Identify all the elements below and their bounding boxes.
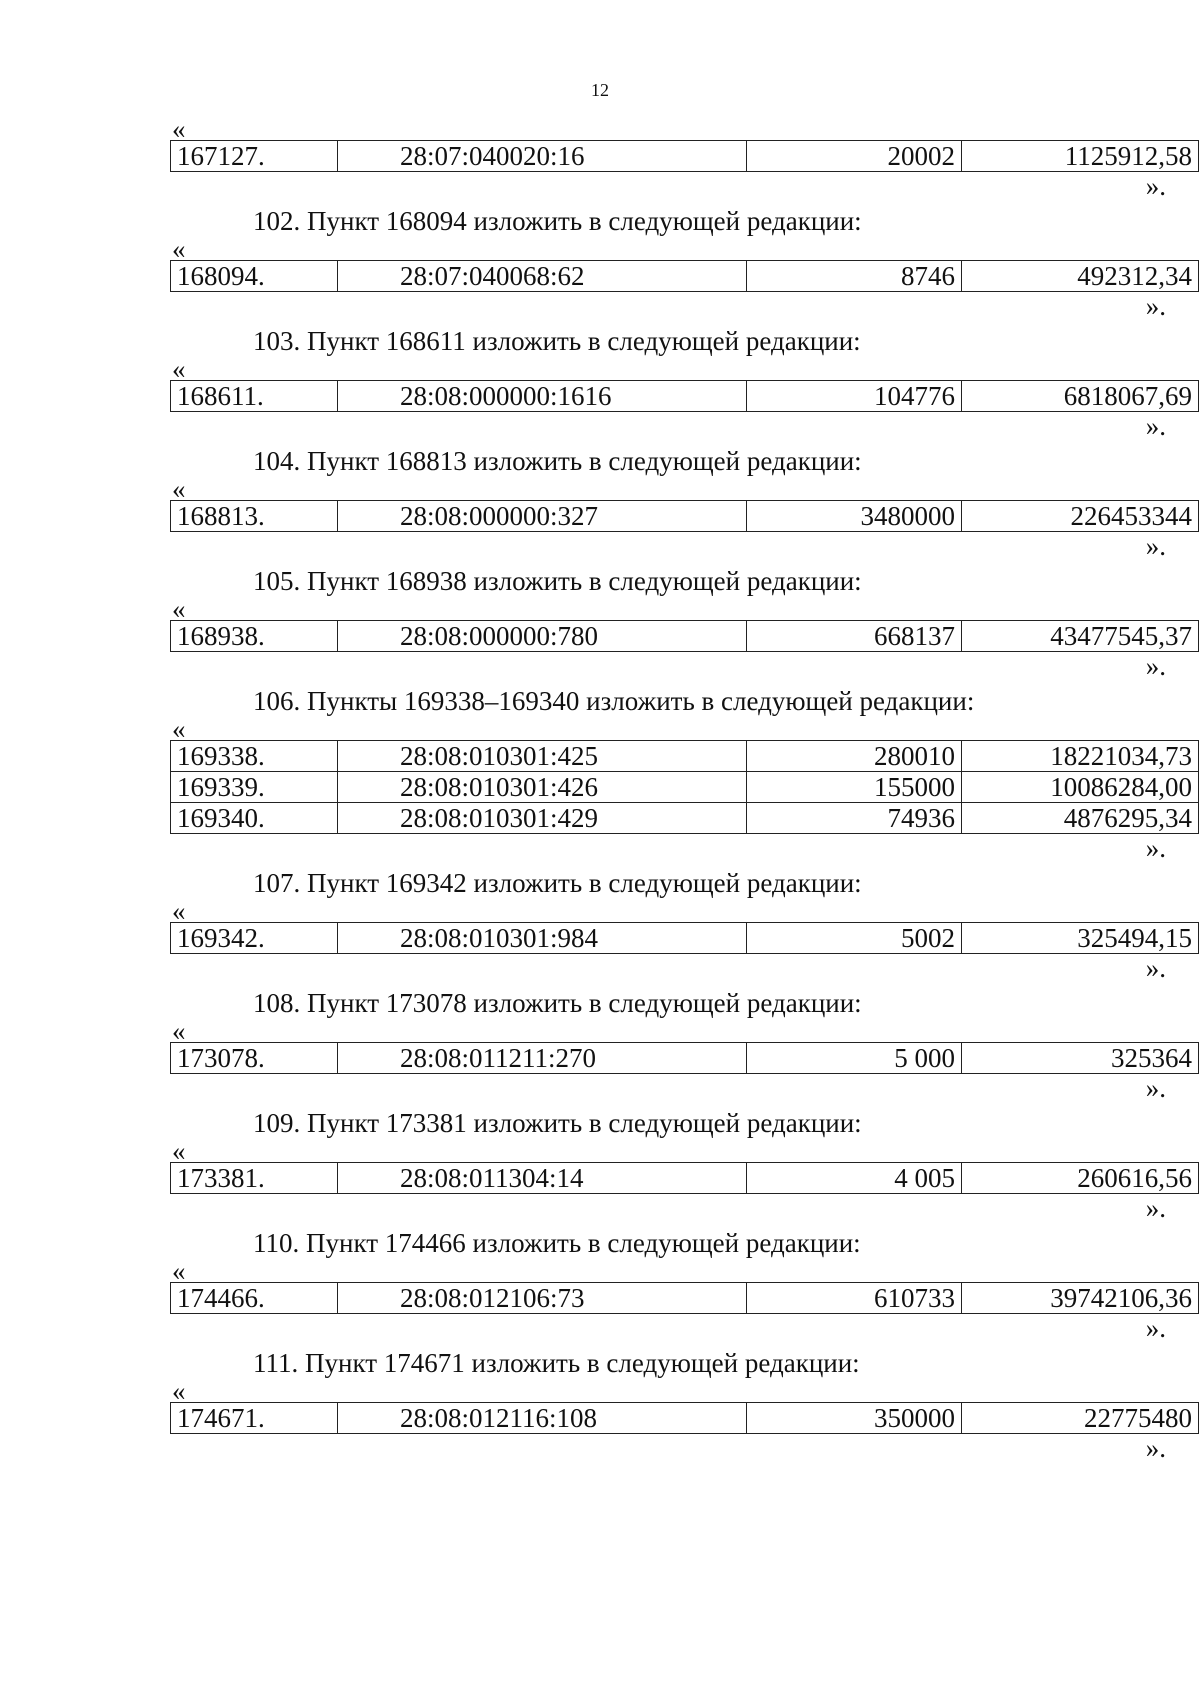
item-number-cell: 174466. [171,1283,338,1314]
cadastral-number-cell: 28:08:000000:780 [338,621,747,652]
amendment-section [170,986,1192,1103]
amendment-heading: 106. Пункты 169338–169340 изложить в следующей редакции: [253,686,975,716]
item-number-cell: 169340. [171,803,338,834]
opening-quote: « [172,594,186,624]
cadastral-value-cell: 1125912,58 [962,141,1199,172]
table-row [171,621,1199,652]
land-plot-table [170,260,1199,292]
amendment-heading: 111. Пункт 174671 изложить в следующей редакции: [253,1348,860,1378]
cadastral-value-cell: 492312,34 [962,261,1199,292]
opening-quote: « [172,1256,186,1286]
area-cell: 74936 [747,803,962,834]
closing-quote: ». [1145,833,1166,863]
area-cell: 155000 [747,772,962,803]
cadastral-number-cell: 28:08:000000:327 [338,501,747,532]
area-cell: 4 005 [747,1163,962,1194]
cadastral-value-cell: 325494,15 [962,923,1199,954]
closing-quote: ». [1145,411,1166,441]
amendment-section [170,324,1192,441]
amendment-section [170,204,1192,321]
amendment-heading: 102. Пункт 168094 изложить в следующей редакции: [253,206,862,236]
item-number-cell: 168938. [171,621,338,652]
item-number-cell: 169338. [171,741,338,772]
item-number-cell: 167127. [171,141,338,172]
cadastral-number-cell: 28:08:012116:108 [338,1403,747,1434]
table-row [171,741,1199,772]
cadastral-number-cell: 28:08:010301:984 [338,923,747,954]
cadastral-number-cell: 28:08:000000:1616 [338,381,747,412]
closing-quote: ». [1145,1313,1166,1343]
table-row [171,923,1199,954]
item-number-cell: 173078. [171,1043,338,1074]
amendment-section [170,1226,1192,1343]
cadastral-number-cell: 28:07:040068:62 [338,261,747,292]
table-row [171,141,1199,172]
opening-quote: « [172,1136,186,1166]
amendment-heading: 107. Пункт 169342 изложить в следующей редакции: [253,868,862,898]
opening-quote: « [172,354,186,384]
cadastral-value-cell: 22775480 [962,1403,1199,1434]
area-cell: 610733 [747,1283,962,1314]
cadastral-number-cell: 28:08:010301:425 [338,741,747,772]
land-plot-table [170,1402,1199,1434]
area-cell: 8746 [747,261,962,292]
table-row [171,1283,1199,1314]
land-plot-table [170,922,1199,954]
item-number-cell: 168813. [171,501,338,532]
closing-quote: ». [1145,651,1166,681]
table-row [171,772,1199,803]
item-number-cell: 169342. [171,923,338,954]
cadastral-value-cell: 43477545,37 [962,621,1199,652]
closing-quote: ». [1145,1433,1166,1463]
cadastral-value-cell: 6818067,69 [962,381,1199,412]
item-number-cell: 168094. [171,261,338,292]
land-plot-table [170,1162,1199,1194]
cadastral-value-cell: 10086284,00 [962,772,1199,803]
page-number: 12 [591,80,609,100]
item-number-cell: 168611. [171,381,338,412]
land-plot-table [170,1042,1199,1074]
cadastral-value-cell: 39742106,36 [962,1283,1199,1314]
land-plot-table [170,1282,1199,1314]
closing-quote: ». [1145,291,1166,321]
item-number-cell: 173381. [171,1163,338,1194]
amendment-section [170,684,1192,863]
table-row [171,1403,1199,1434]
cadastral-value-cell: 325364 [962,1043,1199,1074]
item-number-cell: 174671. [171,1403,338,1434]
opening-quote: « [172,114,186,144]
area-cell: 280010 [747,741,962,772]
item-number-cell: 169339. [171,772,338,803]
cadastral-number-cell: 28:08:011211:270 [338,1043,747,1074]
opening-quote: « [172,474,186,504]
land-plot-table [170,740,1199,834]
opening-quote: « [172,1376,186,1406]
cadastral-value-cell: 226453344 [962,501,1199,532]
land-plot-table [170,380,1199,412]
area-cell: 5 000 [747,1043,962,1074]
cadastral-value-cell: 18221034,73 [962,741,1199,772]
cadastral-value-cell: 260616,56 [962,1163,1199,1194]
area-cell: 3480000 [747,501,962,532]
cadastral-number-cell: 28:08:010301:426 [338,772,747,803]
area-cell: 350000 [747,1403,962,1434]
amendment-heading: 103. Пункт 168611 изложить в следующей редакции: [253,326,861,356]
amendment-heading: 109. Пункт 173381 изложить в следующей редакции: [253,1108,862,1138]
cadastral-value-cell: 4876295,34 [962,803,1199,834]
area-cell: 668137 [747,621,962,652]
amendment-heading: 104. Пункт 168813 изложить в следующей редакции: [253,446,862,476]
amendment-section [170,444,1192,561]
amendment-heading: 105. Пункт 168938 изложить в следующей редакции: [253,566,862,596]
amendment-section [170,114,1192,201]
closing-quote: ». [1145,1073,1166,1103]
amendment-heading: 108. Пункт 173078 изложить в следующей редакции: [253,988,862,1018]
closing-quote: ». [1145,1193,1166,1223]
opening-quote: « [172,234,186,264]
area-cell: 104776 [747,381,962,412]
land-plot-table [170,140,1199,172]
closing-quote: ». [1145,953,1166,983]
land-plot-table [170,500,1199,532]
opening-quote: « [172,896,186,926]
cadastral-number-cell: 28:07:040020:16 [338,141,747,172]
cadastral-number-cell: 28:08:012106:73 [338,1283,747,1314]
table-row [171,1163,1199,1194]
table-row [171,261,1199,292]
land-plot-table [170,620,1199,652]
amendment-section [170,564,1192,681]
table-row [171,501,1199,532]
table-row [171,1043,1199,1074]
amendment-section [170,866,1192,983]
document-body [0,114,1200,1463]
closing-quote: ». [1145,171,1166,201]
opening-quote: « [172,1016,186,1046]
opening-quote: « [172,714,186,744]
cadastral-number-cell: 28:08:010301:429 [338,803,747,834]
amendment-section [170,1346,1192,1463]
closing-quote: ». [1145,531,1166,561]
area-cell: 20002 [747,141,962,172]
area-cell: 5002 [747,923,962,954]
table-row [171,381,1199,412]
amendment-heading: 110. Пункт 174466 изложить в следующей редакции: [253,1228,861,1258]
amendment-section [170,1106,1192,1223]
table-row [171,803,1199,834]
cadastral-number-cell: 28:08:011304:14 [338,1163,747,1194]
